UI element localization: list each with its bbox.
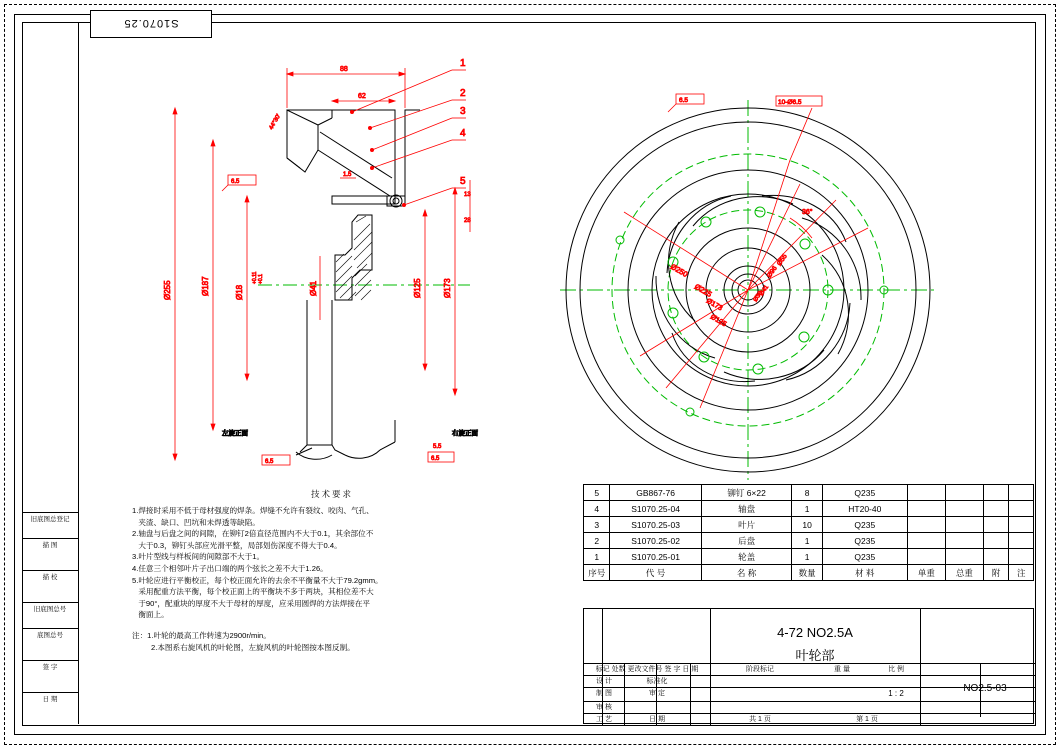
bom-extra1-4 (983, 501, 1008, 517)
bom-name-1: 轮盖 (701, 549, 792, 565)
tb-check-proc-label: 审 定 (649, 690, 665, 697)
part-title-1: 4-72 NO2.5A (777, 625, 853, 640)
tech-line-7: 采用配重方法平衡，每个校正面上的平衡块不多于两块，其相位差不大 (132, 587, 374, 597)
bom-code-1: S1070.25-01 (610, 549, 701, 565)
table-row (584, 549, 1034, 565)
bom-name-4: 轴盘 (701, 501, 792, 517)
svg-text:1.5: 1.5 (343, 172, 352, 178)
svg-text:Ø55: Ø55 (775, 253, 789, 268)
bill-of-materials (583, 484, 1034, 581)
tech-line-3: 大于0.3，铆钉头部应光滑平整，局部划伤深度不得大于0.4。 (132, 540, 342, 550)
svg-text:88: 88 (340, 66, 348, 73)
tech-line-4: 3.叶片型线与样板间的间隙部不大于1。 (132, 552, 265, 562)
bom-header-mat: 材 料 (822, 565, 907, 581)
svg-text:5.5: 5.5 (433, 444, 442, 450)
tb-date-label2: 日 期 (649, 716, 665, 723)
bom-extra1-2 (983, 533, 1008, 549)
svg-text:10-Ø6.5: 10-Ø6.5 (778, 99, 802, 106)
svg-text:5: 5 (460, 176, 466, 187)
bom-totalw-2 (945, 533, 983, 549)
svg-text:2: 2 (460, 88, 466, 99)
left-stub-label-0: 旧底图总登记 (30, 516, 70, 523)
tb-sheet-of: 共 1 页 (749, 716, 771, 723)
bom-name-2: 后盘 (701, 533, 792, 549)
left-stub-label-6: 日 期 (42, 696, 58, 703)
svg-text:6.5: 6.5 (265, 459, 274, 465)
svg-text:4: 4 (460, 128, 466, 139)
tb-change-doc: 更改文件号 (627, 666, 663, 673)
bom-code-4: S1070.25-04 (610, 501, 701, 517)
bom-extra2-5 (1009, 485, 1034, 501)
svg-text:Ø173: Ø173 (705, 297, 724, 313)
title-block (583, 608, 1034, 724)
bom-no-4: 4 (584, 501, 610, 517)
part-title-2: 叶轮部 (795, 648, 835, 663)
svg-text:Ø125: Ø125 (413, 278, 422, 298)
bom-name-3: 叶片 (701, 517, 792, 533)
svg-text:Ø173: Ø173 (443, 278, 452, 298)
tech-line-2: 2.轴盘与后盘之间的间隙，在铆钉2倍直径范围内不大于0.1，其余部位不 (132, 529, 374, 539)
bom-extra1-1 (983, 549, 1008, 565)
svg-text:Ø125: Ø125 (709, 313, 728, 329)
tb-mark-count: 标记 处数 (595, 666, 626, 673)
tech-title: 技术要求 (310, 489, 353, 499)
left-stub-label-5: 签 字 (42, 664, 58, 671)
left-stub-label-1: 描 图 (42, 542, 58, 549)
bom-unitw-5 (907, 485, 945, 501)
bom-qty-3: 10 (792, 517, 822, 533)
bom-extra2-1 (1009, 549, 1034, 565)
bom-mat-2: Q235 (822, 533, 907, 549)
bom-unitw-4 (907, 501, 945, 517)
svg-text:Ø30: Ø30 (752, 290, 765, 304)
bom-no-2: 2 (584, 533, 610, 549)
svg-text:3: 3 (460, 106, 466, 117)
tech-line-0: 1.焊接时采用不低于母材强度的焊条。焊缝不允许有裂纹、咬肉、气孔、 (132, 506, 374, 515)
bom-qty-1: 1 (792, 549, 822, 565)
bom-name-5: 铆钉 6×22 (701, 485, 792, 501)
svg-text:左旋正面: 左旋正面 (222, 430, 248, 437)
table-row (584, 533, 1034, 549)
left-stub-label-3: 旧底图总号 (33, 606, 67, 613)
svg-text:Ø255: Ø255 (163, 280, 172, 300)
table-row (584, 517, 1034, 533)
svg-text:+0.1: +0.1 (258, 274, 264, 284)
bom-mat-3: Q235 (822, 517, 907, 533)
svg-text:Ø41: Ø41 (758, 284, 771, 298)
svg-text:Ø96: Ø96 (765, 265, 779, 280)
tb-stage-mark-label: 阶段标记 (746, 666, 774, 673)
tech-line-1: 夹渣、缺口、凹坑和未焊透等缺陷。 (132, 517, 260, 527)
svg-text:28: 28 (464, 218, 471, 224)
bom-extra2-4 (1009, 501, 1034, 517)
tb-mark-change-label (584, 665, 710, 674)
tb-rule-2 (584, 675, 1035, 676)
bom-mat-1: Q235 (822, 549, 907, 565)
tb-drawn-label: 制 图 (596, 690, 612, 697)
bom-totalw-5 (945, 485, 983, 501)
bom-header-qty: 数量 (792, 565, 822, 581)
technical-requirements (132, 488, 532, 653)
bom-code-5: GB867-76 (610, 485, 701, 501)
svg-text:+0.11: +0.11 (252, 271, 258, 284)
bom-mat-4: HT20-40 (822, 501, 907, 517)
svg-text:1: 1 (460, 58, 466, 69)
bom-header-totalw: 总重 (945, 565, 983, 581)
tb-sheet-no: 第 1 页 (856, 716, 878, 723)
tech-line-6: 5.叶轮应进行平衡校正，每个校正面允许的去余不平衡量不大于79.2gmm。 (132, 575, 383, 585)
tb-sign: 签 字 (664, 666, 681, 673)
svg-text:Ø187: Ø187 (201, 276, 210, 296)
tb-scale-label: 比 例 (888, 666, 904, 673)
tb-weight-label: 重 量 (834, 666, 850, 673)
bom-totalw-4 (945, 501, 983, 517)
svg-text:Ø250: Ø250 (669, 261, 690, 279)
bom-extra1-3 (983, 517, 1008, 533)
bom-mat-5: Q235 (822, 485, 907, 501)
svg-text:Ø18: Ø18 (235, 284, 244, 300)
bom-no-3: 3 (584, 517, 610, 533)
tb-review-label: 审 核 (596, 704, 612, 711)
bom-qty-4: 1 (792, 501, 822, 517)
bom-header-no: 序号 (584, 565, 610, 581)
tb-process-label: 工 艺 (596, 716, 612, 723)
svg-text:右旋正面: 右旋正面 (452, 430, 478, 437)
bom-header-unitw: 单重 (907, 565, 945, 581)
table-header-row (584, 565, 1034, 581)
bom-header-code: 代 号 (610, 565, 701, 581)
svg-text:Ø225: Ø225 (693, 281, 714, 299)
bom-unitw-2 (907, 533, 945, 549)
drawing-number: NO2.5-03 (963, 683, 1007, 694)
bom-qty-2: 1 (792, 533, 822, 549)
tb-col-6b (920, 609, 921, 725)
svg-text:6.5: 6.5 (431, 456, 440, 462)
bom-no-1: 1 (584, 549, 610, 565)
tb-design-label: 设 计 (596, 678, 612, 685)
svg-text:6.5: 6.5 (679, 97, 689, 104)
note-line-1: 2.本图系右旋风机的叶轮图，左旋风机的叶轮图按本图反制。 (132, 642, 355, 652)
svg-text:44°30': 44°30' (268, 113, 283, 131)
drawing-number-flag-label: S1070.25 (123, 17, 179, 29)
bom-totalw-3 (945, 517, 983, 533)
svg-text:Ø41: Ø41 (309, 280, 318, 296)
tb-std-label: 标准化 (646, 678, 668, 685)
tb-rule-5 (584, 713, 1035, 714)
bom-code-3: S1070.25-03 (610, 517, 701, 533)
svg-text:62: 62 (358, 93, 366, 100)
svg-text:13: 13 (464, 192, 471, 198)
left-stub-label-2: 描 校 (42, 574, 58, 581)
bom-unitw-3 (907, 517, 945, 533)
left-stub-label-4: 底图总号 (37, 632, 63, 639)
tb-rule-4 (584, 701, 1035, 702)
bom-extra2-3 (1009, 517, 1034, 533)
table-row (584, 485, 1034, 501)
svg-text:6.5: 6.5 (231, 179, 240, 185)
tech-line-8: 于90°，配重块的厚度不大于母材的厚度，应采用圆焊的方法焊接在平 (132, 598, 371, 608)
note-line-0: 注：1.叶轮的最高工作转速为2900r/min。 (132, 630, 271, 640)
bom-header-extra2: 注 (1009, 565, 1034, 581)
tb-scale-value: 1 : 2 (888, 689, 904, 698)
bom-extra2-2 (1009, 533, 1034, 549)
tech-line-9: 衡面上。 (132, 610, 169, 620)
bom-totalw-1 (945, 549, 983, 565)
bom-no-5: 5 (584, 485, 610, 501)
svg-text:36°: 36° (802, 209, 813, 216)
table-row (584, 501, 1034, 517)
bom-unitw-1 (907, 549, 945, 565)
bom-extra1-5 (983, 485, 1008, 501)
tech-line-5: 4.任意三个相邻叶片子出口端的两个弦长之差不大于1.26。 (132, 563, 328, 573)
bom-code-2: S1070.25-02 (610, 533, 701, 549)
bom-header-extra1: 附 (983, 565, 1008, 581)
tb-date: 日 期 (682, 666, 699, 673)
bom-header-name: 名 称 (701, 565, 792, 581)
bom-qty-5: 8 (792, 485, 822, 501)
